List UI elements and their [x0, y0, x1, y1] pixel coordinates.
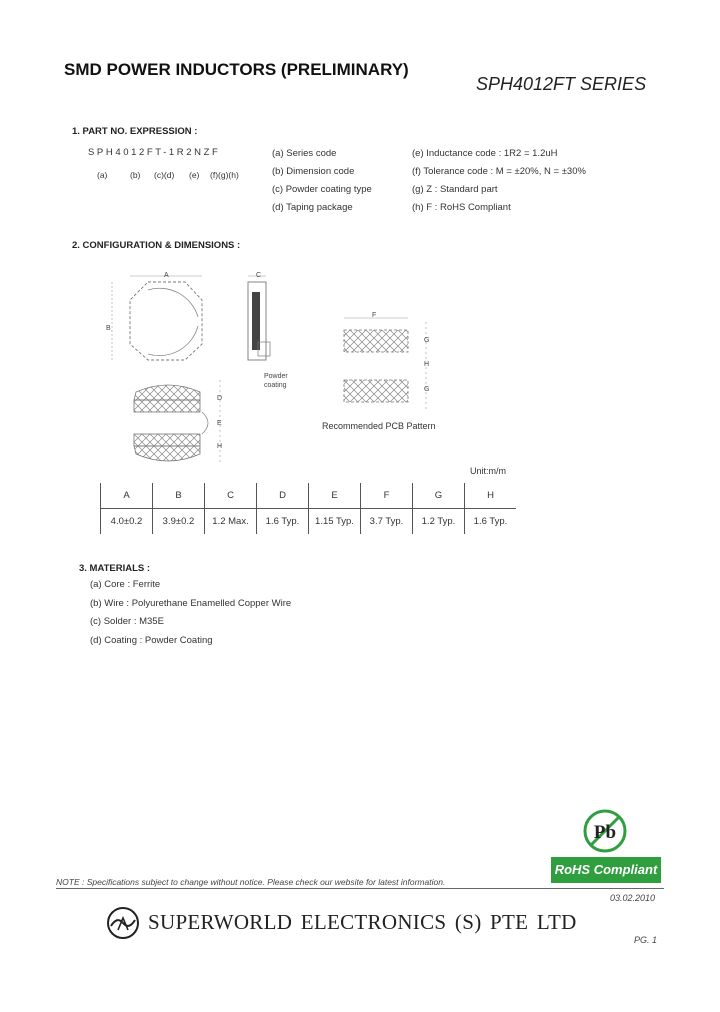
marker-e: (e): [189, 170, 200, 180]
table-header-cell: F: [361, 483, 413, 509]
desc-d: (d) Taping package: [272, 202, 353, 213]
pb-text: Pb: [593, 822, 617, 843]
desc-h: (h) F : RoHS Compliant: [412, 202, 511, 213]
pb-free-icon: [582, 808, 628, 854]
desc-f: (f) Tolerance code : M = ±20%, N = ±30%: [412, 166, 586, 177]
specification-note: NOTE : Specifications subject to change without notice. Please check our website for latest information.: [56, 877, 446, 887]
material-coating: (d) Coating : Powder Coating: [90, 635, 213, 646]
document-date: 03.02.2010: [610, 893, 656, 903]
config-heading: 2. CONFIGURATION & DIMENSIONS :: [72, 240, 241, 251]
table-header-row: [101, 483, 517, 509]
label-e: E: [217, 420, 222, 427]
label-g-bottom: G: [424, 386, 430, 393]
marker-a: (a): [97, 170, 108, 180]
page-title: SMD POWER INDUCTORS (PRELIMINARY): [64, 60, 409, 79]
page-number: PG. 1: [634, 935, 658, 945]
material-wire: (b) Wire : Polyurethane Enamelled Copper Wire: [90, 598, 292, 609]
material-solder: (c) Solder : M35E: [90, 616, 164, 627]
label-c: C: [256, 272, 262, 279]
label-h-pcb: H: [424, 361, 430, 368]
dimension-drawing: [90, 262, 530, 477]
table-cell: 1.2 Max.: [205, 509, 257, 535]
label-f: F: [372, 312, 377, 319]
table-cell: 1.15 Typ.: [309, 509, 361, 535]
table-cell: 1.2 Typ.: [413, 509, 465, 535]
label-g-top: G: [424, 337, 430, 344]
table-cell: 4.0±0.2: [101, 509, 153, 535]
table-header-cell: E: [309, 483, 361, 509]
bottom-view: [134, 380, 223, 464]
pcb-pattern: [344, 318, 426, 410]
label-a: A: [164, 272, 169, 279]
table-header-cell: G: [413, 483, 465, 509]
company-logo-icon: [106, 906, 140, 940]
label-powder-coating: Powder coating: [264, 373, 288, 389]
table-header-cell: A: [101, 483, 153, 509]
top-view: [112, 276, 202, 360]
part-no-code: SPH4012FT-1R2NZF: [88, 147, 221, 158]
desc-c: (c) Powder coating type: [272, 184, 372, 195]
side-view: [248, 276, 270, 360]
table-header-cell: D: [257, 483, 309, 509]
label-b: B: [106, 325, 111, 332]
table-row: [101, 509, 517, 535]
unit-label: Unit:m/m: [470, 466, 506, 476]
dimension-table: [100, 483, 516, 534]
table-header-cell: C: [205, 483, 257, 509]
label-d: D: [217, 395, 223, 402]
material-core: (a) Core : Ferrite: [90, 579, 161, 590]
table-header-cell: H: [465, 483, 517, 509]
desc-g: (g) Z : Standard part: [412, 184, 498, 195]
desc-e: (e) Inductance code : 1R2 = 1.2uH: [412, 148, 558, 159]
label-h: H: [217, 443, 223, 450]
label-pcb-pattern: Recommended PCB Pattern: [322, 421, 436, 431]
marker-b: (b): [130, 170, 141, 180]
marker-fgh: (f)(g)(h): [210, 170, 239, 180]
footer-divider: [56, 888, 664, 889]
table-cell: 1.6 Typ.: [465, 509, 517, 535]
table-header-cell: B: [153, 483, 205, 509]
rohs-compliant-badge: RoHS Compliant: [551, 857, 661, 883]
part-no-heading: 1. PART NO. EXPRESSION :: [72, 126, 198, 137]
desc-b: (b) Dimension code: [272, 166, 355, 177]
table-cell: 1.6 Typ.: [257, 509, 309, 535]
series-title: SPH4012FT SERIES: [476, 74, 647, 94]
table-cell: 3.7 Typ.: [361, 509, 413, 535]
desc-a: (a) Series code: [272, 148, 337, 159]
marker-cd: (c)(d): [154, 170, 175, 180]
company-name: SUPERWORLD ELECTRONICS (S) PTE LTD: [148, 910, 577, 934]
table-cell: 3.9±0.2: [153, 509, 205, 535]
materials-heading: 3. MATERIALS :: [79, 563, 151, 574]
